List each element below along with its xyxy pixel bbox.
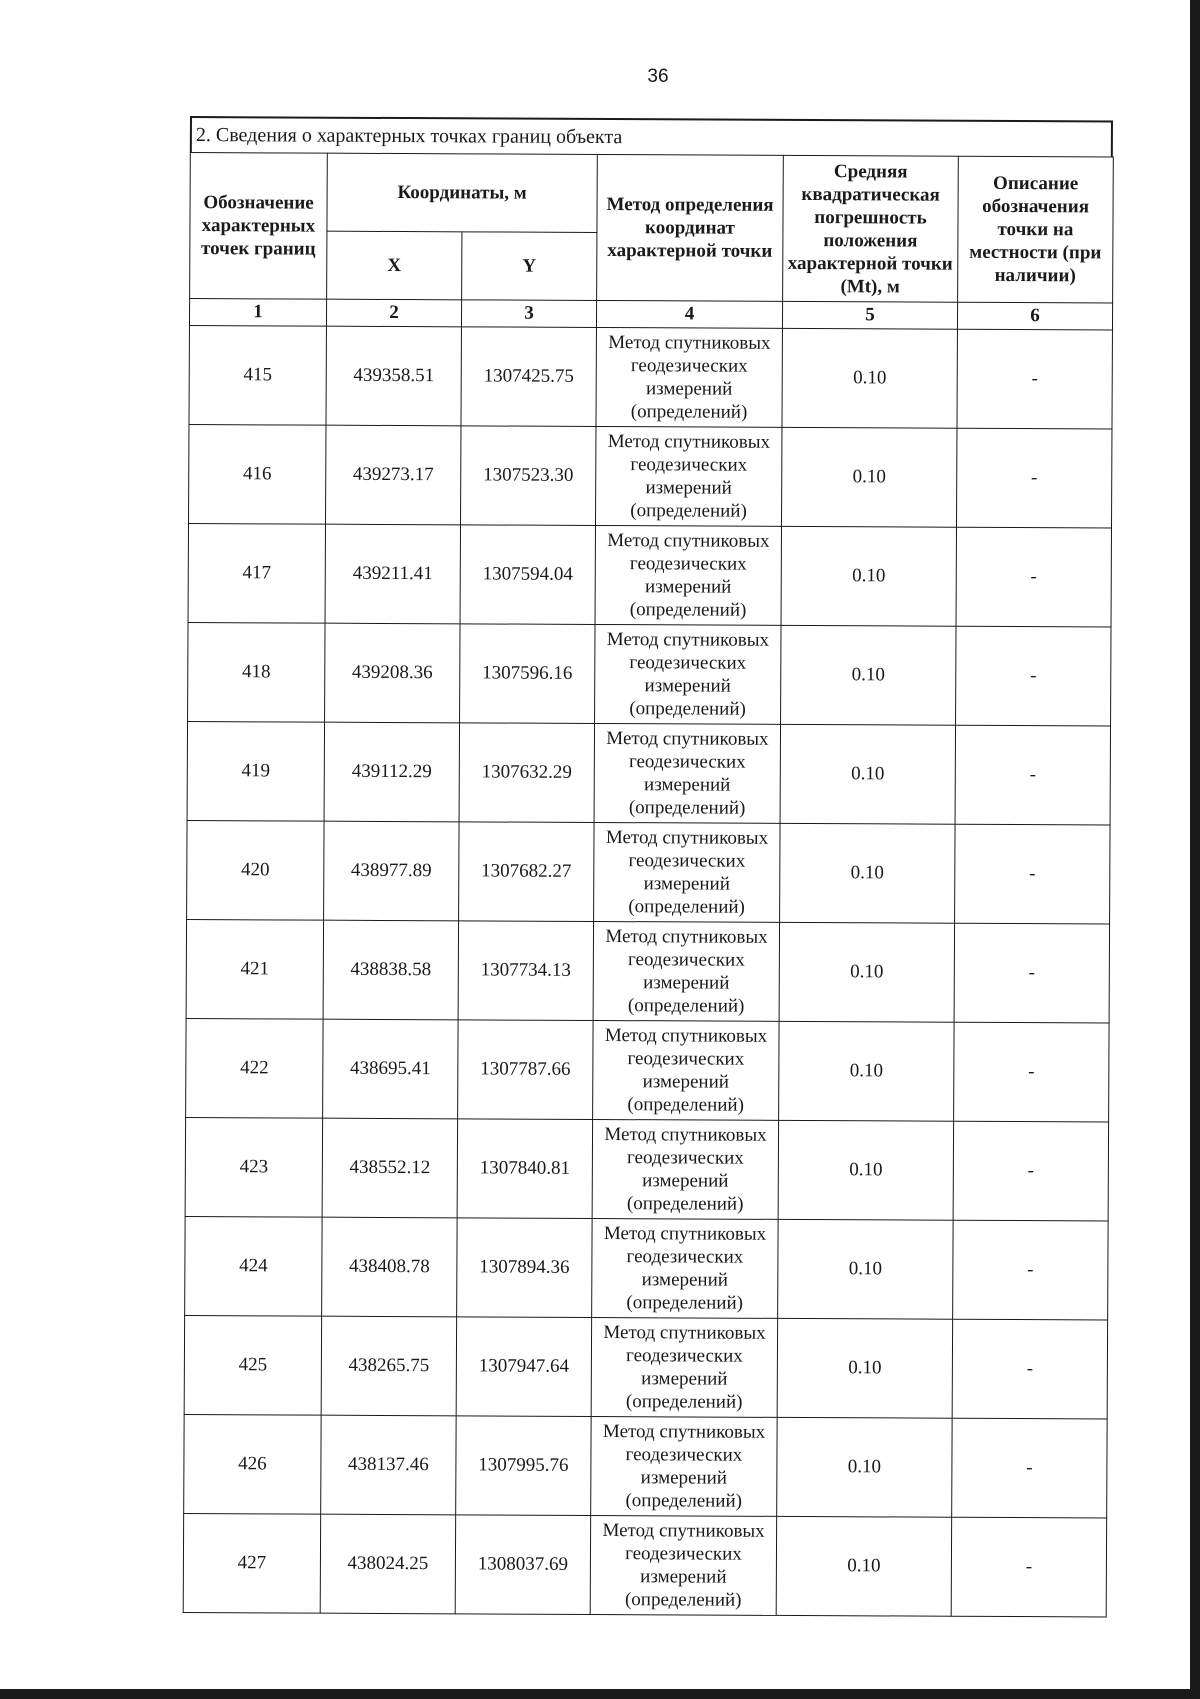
point-id-cell: 424 bbox=[185, 1216, 322, 1316]
column-number: 2 bbox=[326, 299, 461, 327]
coord-y-cell: 1307947.64 bbox=[456, 1317, 591, 1417]
coord-x-cell: 439208.36 bbox=[325, 623, 460, 723]
error-cell: 0.10 bbox=[777, 1417, 952, 1517]
method-cell: Метод спутниковых геодезических измерений (определений) bbox=[595, 624, 781, 724]
page-number: 36 bbox=[647, 66, 669, 87]
description-cell: - bbox=[953, 1220, 1108, 1320]
point-id-cell: 421 bbox=[186, 919, 323, 1019]
error-cell: 0.10 bbox=[781, 625, 956, 725]
coord-x-cell: 439112.29 bbox=[324, 722, 459, 822]
coord-y-cell: 1307594.04 bbox=[460, 525, 595, 625]
description-cell: - bbox=[956, 527, 1111, 627]
table-row bbox=[185, 1216, 1108, 1320]
point-id-cell: 427 bbox=[183, 1513, 320, 1613]
point-id-cell: 420 bbox=[187, 820, 324, 920]
header-description: Описание обозначения точки на местности (при наличии) bbox=[958, 156, 1114, 303]
coord-y-cell: 1307894.36 bbox=[457, 1218, 592, 1318]
coord-x-cell: 438024.25 bbox=[320, 1514, 455, 1614]
error-cell: 0.10 bbox=[779, 922, 954, 1022]
description-cell: - bbox=[957, 329, 1112, 429]
column-number: 1 bbox=[189, 299, 326, 327]
description-cell: - bbox=[952, 1418, 1107, 1518]
table-row bbox=[186, 1018, 1109, 1122]
table-row bbox=[183, 1513, 1106, 1617]
coord-y-cell: 1307523.30 bbox=[461, 426, 596, 526]
method-cell: Метод спутниковых геодезических измерений (определений) bbox=[595, 525, 781, 625]
column-number: 3 bbox=[461, 300, 596, 328]
scan-edge-bottom bbox=[0, 1689, 1200, 1699]
coord-x-cell: 438408.78 bbox=[322, 1217, 457, 1317]
method-cell: Метод спутниковых геодезических измерений (определений) bbox=[591, 1317, 777, 1417]
table-row bbox=[189, 325, 1112, 429]
method-cell: Метод спутниковых геодезических измерений (определений) bbox=[594, 723, 780, 823]
coord-x-cell: 438695.41 bbox=[323, 1019, 458, 1119]
method-cell: Метод спутниковых геодезических измерений (определений) bbox=[590, 1515, 776, 1615]
point-id-cell: 415 bbox=[189, 325, 326, 425]
header-method: Метод определения координат характерной точки bbox=[597, 154, 784, 301]
scan-edge-right bbox=[1186, 0, 1200, 1699]
table-row bbox=[186, 919, 1109, 1023]
coord-y-cell: 1307787.66 bbox=[458, 1020, 593, 1120]
description-cell: - bbox=[955, 725, 1110, 825]
header-designation: Обозначение характерных точек границ bbox=[190, 153, 328, 300]
table-row bbox=[188, 622, 1111, 726]
coord-x-cell: 439211.41 bbox=[325, 524, 460, 624]
error-cell: 0.10 bbox=[781, 526, 956, 626]
header-y: Y bbox=[462, 232, 597, 301]
point-id-cell: 417 bbox=[188, 523, 325, 623]
description-cell: - bbox=[955, 824, 1110, 924]
point-id-cell: 423 bbox=[185, 1117, 322, 1217]
table-body bbox=[183, 299, 1112, 1617]
coord-x-cell: 438977.89 bbox=[324, 821, 459, 921]
header-coordinates: Координаты, м bbox=[327, 153, 597, 232]
coord-x-cell: 438838.58 bbox=[323, 920, 458, 1020]
coord-x-cell: 439273.17 bbox=[326, 425, 461, 525]
description-cell: - bbox=[956, 428, 1111, 528]
coord-y-cell: 1307995.76 bbox=[456, 1416, 591, 1516]
method-cell: Метод спутниковых геодезических измерений (определений) bbox=[593, 921, 779, 1021]
column-number: 5 bbox=[782, 301, 957, 329]
section-title: 2. Сведения о характерных точках границ объекта bbox=[190, 116, 1113, 157]
error-cell: 0.10 bbox=[776, 1516, 951, 1616]
error-cell: 0.10 bbox=[777, 1318, 952, 1418]
table-row bbox=[184, 1414, 1107, 1518]
method-cell: Метод спутниковых геодезических измерений (определений) bbox=[592, 1218, 778, 1318]
point-id-cell: 419 bbox=[187, 721, 324, 821]
error-cell: 0.10 bbox=[778, 1219, 953, 1319]
coord-y-cell: 1307840.81 bbox=[457, 1119, 592, 1219]
error-cell: 0.10 bbox=[782, 328, 957, 428]
point-id-cell: 426 bbox=[184, 1414, 321, 1514]
coord-y-cell: 1307425.75 bbox=[461, 327, 596, 427]
point-id-cell: 416 bbox=[189, 424, 326, 524]
table-row bbox=[188, 523, 1111, 627]
coord-y-cell: 1308037.69 bbox=[455, 1515, 590, 1615]
method-cell: Метод спутниковых геодезических измерений (определений) bbox=[596, 426, 782, 526]
error-cell: 0.10 bbox=[778, 1120, 953, 1220]
error-cell: 0.10 bbox=[780, 823, 955, 923]
coord-y-cell: 1307682.27 bbox=[459, 822, 594, 922]
table-row bbox=[185, 1117, 1108, 1221]
table-row bbox=[184, 1315, 1107, 1419]
coord-x-cell: 438137.46 bbox=[321, 1415, 456, 1515]
point-id-cell: 422 bbox=[186, 1018, 323, 1118]
table-row bbox=[189, 424, 1112, 528]
document-body bbox=[183, 116, 1114, 1617]
method-cell: Метод спутниковых геодезических измерений (определений) bbox=[594, 822, 780, 922]
error-cell: 0.10 bbox=[782, 427, 957, 527]
coord-y-cell: 1307596.16 bbox=[460, 624, 595, 724]
coord-x-cell: 438265.75 bbox=[321, 1316, 456, 1416]
method-cell: Метод спутниковых геодезических измерений (определений) bbox=[593, 1020, 779, 1120]
table-row bbox=[187, 721, 1110, 825]
coord-x-cell: 438552.12 bbox=[322, 1118, 457, 1218]
coord-x-cell: 439358.51 bbox=[326, 326, 461, 426]
description-cell: - bbox=[952, 1319, 1107, 1419]
description-cell: - bbox=[951, 1517, 1106, 1617]
error-cell: 0.10 bbox=[779, 1021, 954, 1121]
point-id-cell: 418 bbox=[188, 622, 325, 722]
table-row bbox=[187, 820, 1110, 924]
column-number: 6 bbox=[957, 302, 1112, 330]
point-id-cell: 425 bbox=[184, 1315, 321, 1415]
error-cell: 0.10 bbox=[780, 724, 955, 824]
method-cell: Метод спутниковых геодезических измерений (определений) bbox=[592, 1119, 778, 1219]
method-cell: Метод спутниковых геодезических измерений (определений) bbox=[596, 327, 782, 427]
header-x: X bbox=[327, 231, 462, 300]
description-cell: - bbox=[953, 1121, 1108, 1221]
method-cell: Метод спутниковых геодезических измерений (определений) bbox=[591, 1416, 777, 1516]
description-cell: - bbox=[956, 626, 1111, 726]
header-error: Средняя квадратическая погрешность положения характерной точки (Mt), м bbox=[783, 155, 959, 302]
column-number: 4 bbox=[596, 300, 782, 328]
boundary-points-table bbox=[183, 152, 1114, 1617]
description-cell: - bbox=[954, 1022, 1109, 1122]
coord-y-cell: 1307734.13 bbox=[458, 921, 593, 1021]
coord-y-cell: 1307632.29 bbox=[459, 723, 594, 823]
description-cell: - bbox=[954, 923, 1109, 1023]
